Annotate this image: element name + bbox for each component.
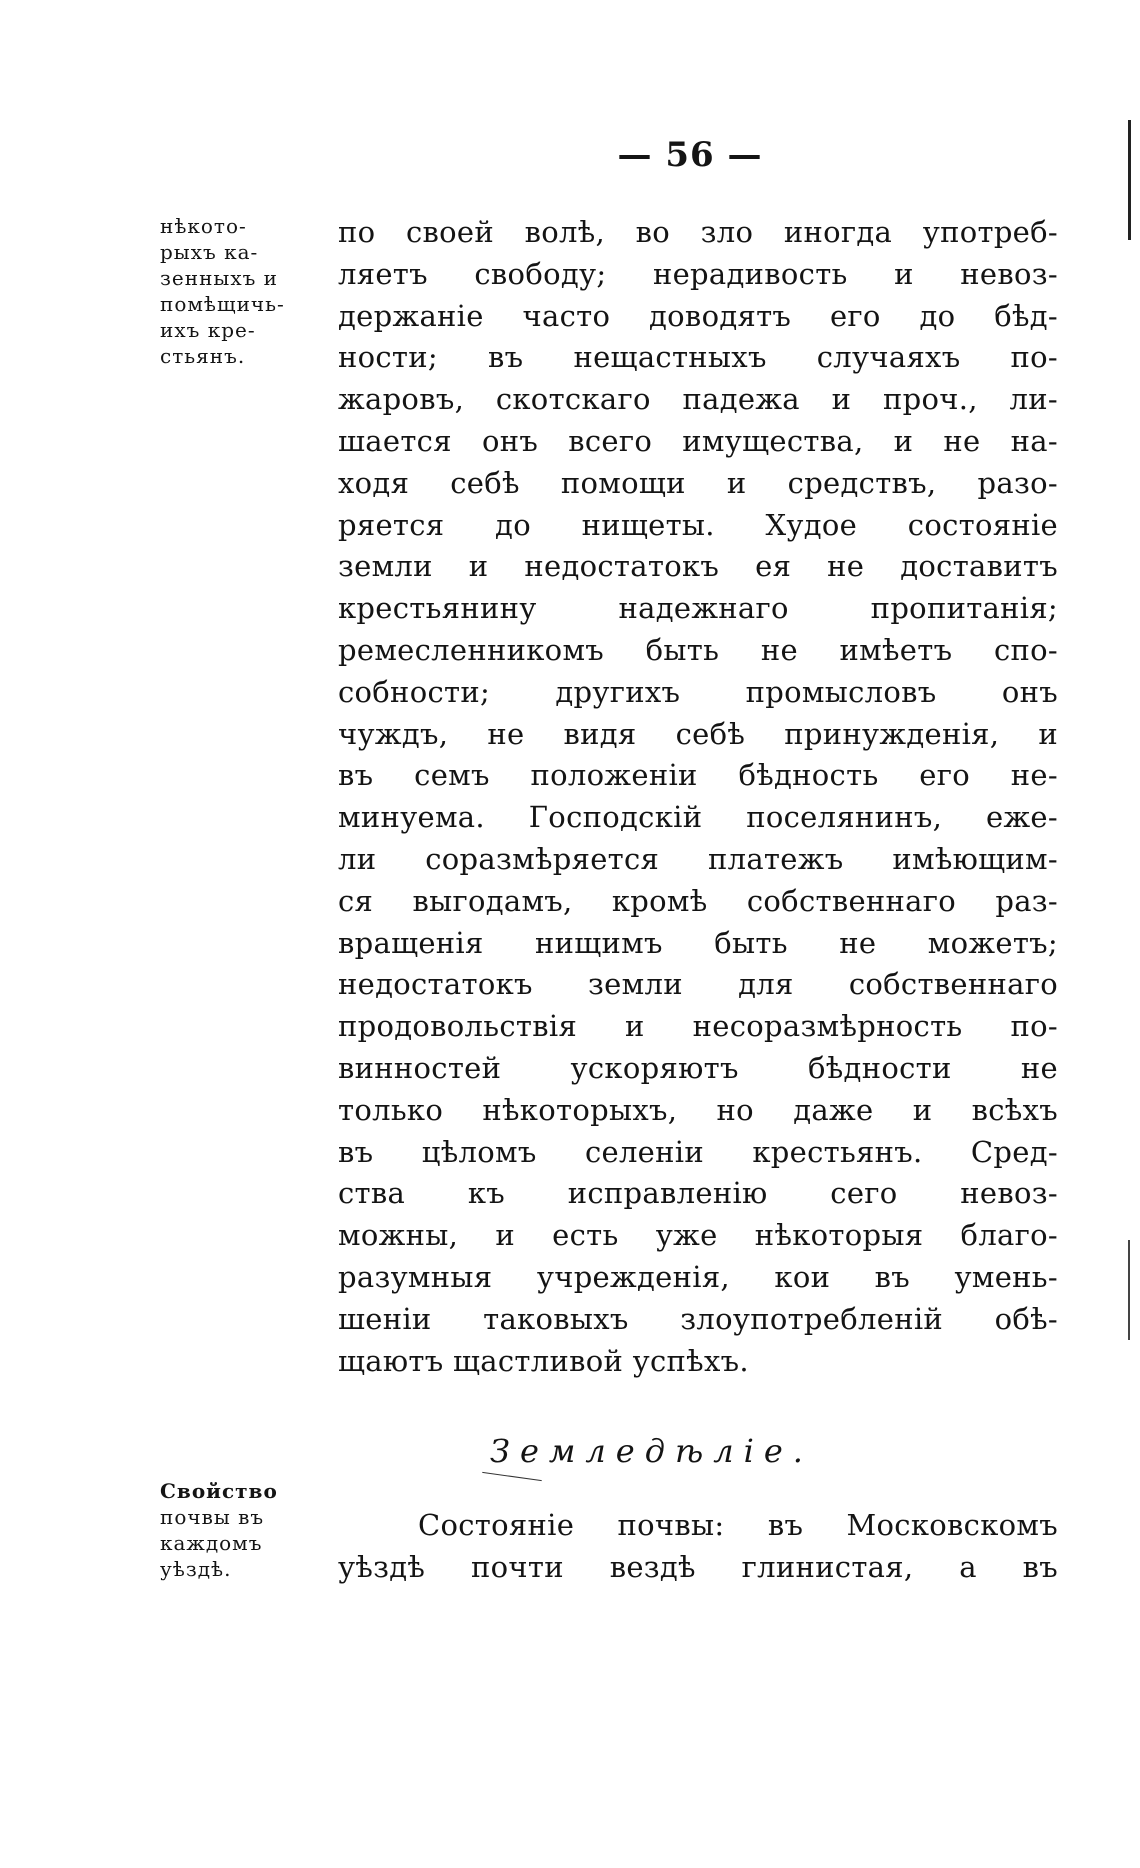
margin-note-line: уѣздѣ.: [160, 1557, 232, 1581]
text-line: ся выгодамъ, кромѣ собственнаго раз-: [338, 883, 1058, 918]
text-line: ходя себѣ помощи и средствъ, разо-: [338, 465, 1058, 500]
text-line: винностей ускоряютъ бѣдности не: [338, 1050, 1058, 1085]
text-line: ли соразмѣряется платежъ имѣющим-: [338, 841, 1058, 876]
text-line: можны, и есть уже нѣкоторыя благо-: [338, 1218, 1058, 1253]
text-line: держаніе часто доводятъ его до бѣд-: [338, 298, 1058, 333]
margin-note-soil: [160, 1478, 325, 1582]
margin-note-line: каждомъ: [160, 1531, 263, 1555]
text-line: разумныя учрежденія, кои въ умень-: [338, 1259, 1058, 1294]
text-line: по своей волѣ, во зло иногда употреб-: [338, 215, 1058, 249]
text-line: продовольствія и несоразмѣрность по-: [338, 1009, 1058, 1044]
margin-note-line: ихъ кре-: [160, 318, 256, 342]
page-number: — 56 —: [617, 135, 763, 175]
page-edge-mark: [1128, 1240, 1130, 1340]
margin-note-line: стьянъ.: [160, 344, 246, 368]
text-line: минуема. Господскій поселянинъ, еже-: [338, 800, 1058, 835]
text-line: только нѣкоторыхъ, но даже и всѣхъ: [338, 1092, 1058, 1127]
margin-note-line: Свойство: [160, 1479, 278, 1503]
text-line: шается онъ всего имущества, и не на-: [338, 423, 1058, 458]
heading-underline: [482, 1472, 542, 1481]
page-edge-mark: [1128, 120, 1131, 240]
margin-note-line: рыхъ ка-: [160, 240, 259, 264]
text-line: земли и недостатокъ ея не доставитъ: [338, 549, 1058, 584]
text-line: собности; другихъ промысловъ онъ: [338, 674, 1058, 709]
margin-note-line: нѣкото-: [160, 214, 247, 238]
text-line: чуждъ, не видя себѣ принужденія, и: [338, 716, 1058, 751]
text-line: ряется до нищеты. Худое состояніе: [338, 507, 1058, 542]
text-line: въ цѣломъ селеніи крестьянъ. Сред-: [338, 1134, 1058, 1169]
text-line: шеніи таковыхъ злоупотребленій обѣ-: [338, 1301, 1058, 1336]
margin-note-peasants: [160, 213, 325, 369]
text-line: крестьянину надежнаго пропитанія;: [338, 591, 1058, 626]
section-heading-text: Земледѣліе.: [490, 1432, 813, 1470]
text-line: ства къ исправленію сего невоз-: [338, 1176, 1058, 1211]
text-line: въ семъ положеніи бѣдность его не-: [338, 758, 1058, 793]
text-line: жаровъ, скотскаго падежа и проч., ли-: [338, 382, 1058, 417]
text-line: ности; въ нещастныхъ случаяхъ по-: [338, 340, 1058, 375]
text-line: уѣздѣ почти вездѣ глинистая, а въ: [338, 1549, 1058, 1584]
body-paragraph: [338, 212, 1058, 1382]
margin-note-line: зенныхъ и: [160, 266, 279, 290]
text-line: недостатокъ земли для собственнаго: [338, 967, 1058, 1002]
body-paragraph-agriculture: [338, 1505, 1058, 1589]
margin-note-line: помѣщичь-: [160, 292, 285, 316]
text-line-last: щаютъ щастливой успѣхъ.: [338, 1343, 749, 1378]
text-line: ляетъ свободу; нерадивость и невоз-: [338, 256, 1058, 291]
section-heading: [490, 1432, 940, 1470]
margin-note-line: почвы въ: [160, 1505, 265, 1529]
text-line: вращенія нищимъ быть не можетъ;: [338, 925, 1058, 960]
text-line: ремесленникомъ быть не имѣетъ спо-: [338, 632, 1058, 667]
text-line: Состояніе почвы: въ Московскомъ: [418, 1508, 1058, 1542]
